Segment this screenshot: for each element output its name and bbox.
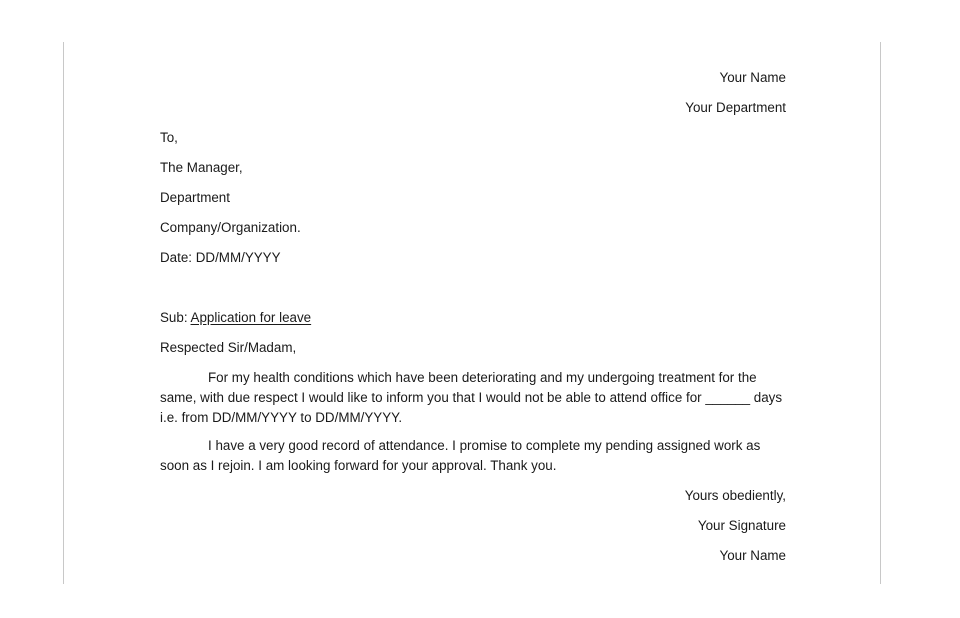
greeting: Respected Sir/Madam, [160, 340, 297, 355]
subject-line [160, 308, 311, 328]
sender-name: Your Name [719, 70, 786, 85]
subject-text: Application for leave [190, 310, 312, 325]
subject-prefix: Sub: [160, 310, 191, 325]
recipient-title: The Manager, [160, 160, 243, 175]
recipient-department: Department [160, 190, 230, 205]
body-paragraph-2: I have a very good record of attendance. I promise to complete my pending assigned work as soon as I rejoin. I am looking forward for your approval. Thank you. [160, 438, 761, 473]
body-paragraph-1: For my health conditions which have been deteriorating and my undergoing treatment for the same, with due respect I would like to inform you that I would not be able to attend office for ______ days i.e. from DD/MM/YYYY to DD/MM/YYYY. [160, 370, 783, 425]
letter-date: Date: DD/MM/YYYY [160, 250, 281, 265]
recipient-company: Company/Organization. [160, 220, 301, 235]
closing-signature: Your Signature [697, 518, 786, 533]
page-left-border [63, 42, 64, 584]
letter-document [160, 0, 786, 618]
closing-sign-off: Yours obediently, [684, 488, 786, 503]
sender-department: Your Department [685, 100, 786, 115]
closing-name: Your Name [719, 548, 786, 563]
page-right-border [880, 42, 881, 584]
recipient-to: To, [160, 130, 178, 145]
